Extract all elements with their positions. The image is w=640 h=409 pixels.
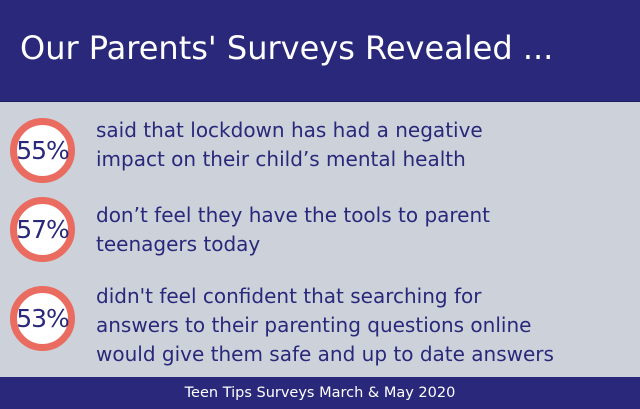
- page-title: Our Parents' Surveys Revealed ...: [20, 29, 554, 67]
- stat-line: answers to their parenting questions online: [96, 313, 532, 337]
- stat-line: said that lockdown has had a negative: [96, 118, 483, 142]
- stat-description: [96, 282, 626, 369]
- footer-banner: [0, 377, 640, 409]
- header-banner: [0, 0, 640, 102]
- stat-line: teenagers today: [96, 232, 261, 256]
- stat-line: impact on their child’s mental health: [96, 147, 466, 171]
- stat-line: didn't feel confident that searching for: [96, 284, 482, 308]
- percent-badge: 53%: [10, 286, 75, 351]
- percent-badge: 57%: [10, 197, 75, 262]
- stat-line: would give them safe and up to date answers: [96, 342, 554, 366]
- stat-description: [96, 116, 626, 174]
- footer-caption: Teen Tips Surveys March & May 2020: [184, 385, 456, 401]
- stat-line: don’t feel they have the tools to parent: [96, 203, 490, 227]
- percent-badge: 55%: [10, 118, 75, 183]
- stat-description: [96, 201, 626, 259]
